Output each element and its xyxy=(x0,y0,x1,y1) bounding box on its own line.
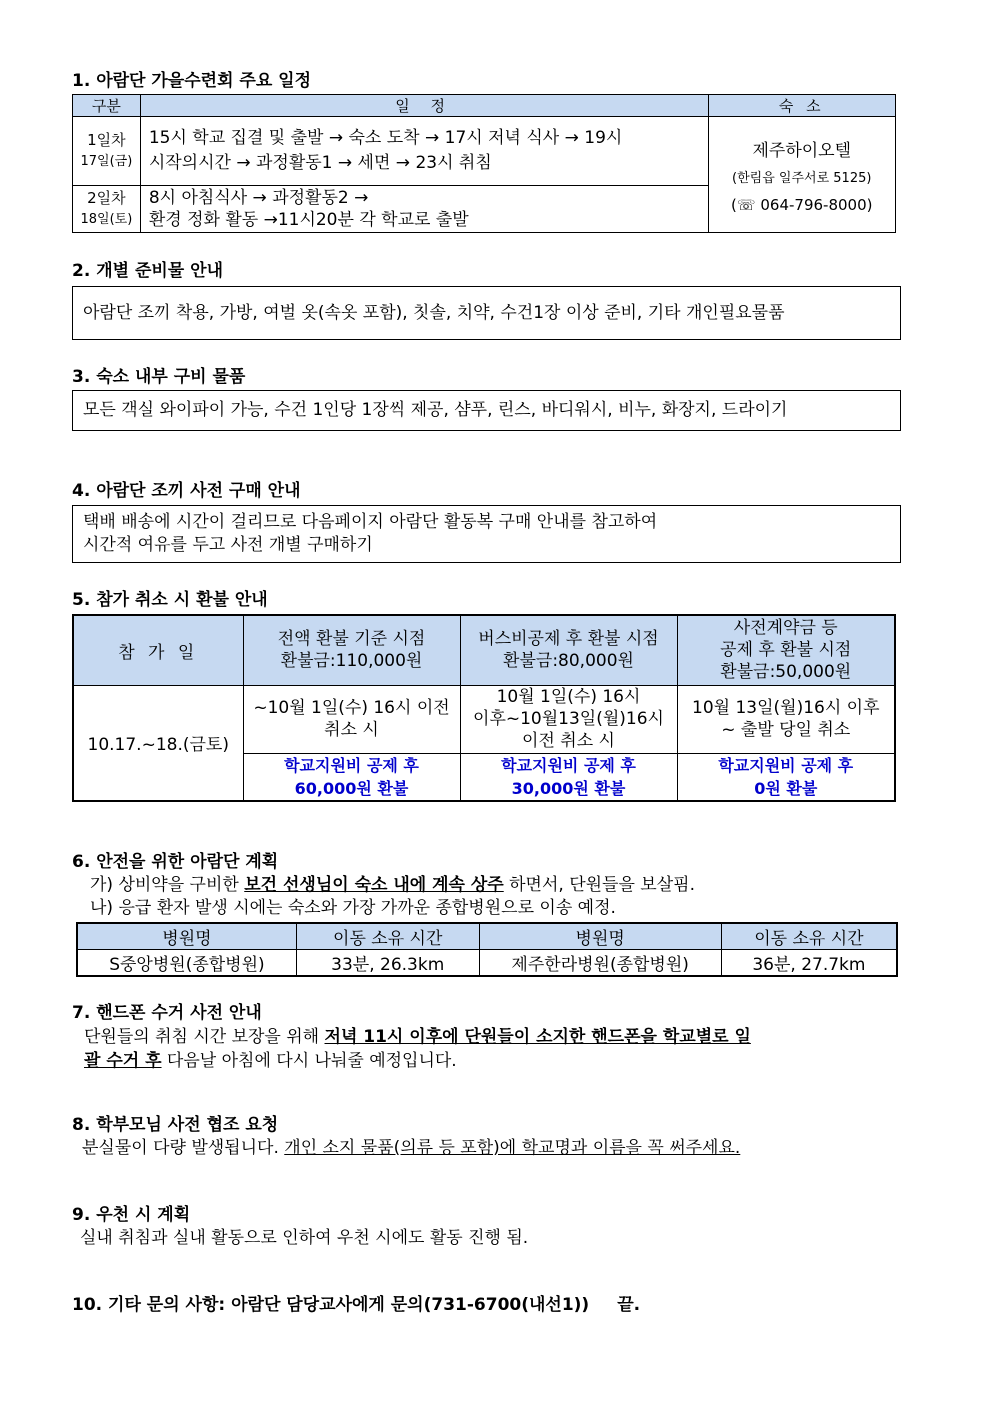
section-9-title: 9. 우천 시 계획 xyxy=(72,1205,191,1225)
cond-line: ~ 출발 당일 취소 xyxy=(721,720,851,740)
phone-text: 단원들의 취침 시간 보장을 위해 xyxy=(84,1027,325,1047)
rain-plan: 실내 취침과 실내 활동으로 인하여 우천 시에도 활동 진행 됨. xyxy=(80,1228,529,1248)
schedule-line: 시작의시간 → 과정활동1 → 세면 → 23시 취침 xyxy=(148,153,492,173)
lodging-cell xyxy=(708,117,896,233)
section-7-title: 7. 핸드폰 수거 사전 안내 xyxy=(72,1003,262,1023)
refund-cond-cell xyxy=(460,685,677,753)
hospital-header: 이동 소유 시간 xyxy=(296,923,479,950)
schedule-line: 15시 학교 집결 및 출발 → 숙소 도착 → 17시 저녁 식사 → 19시 xyxy=(148,128,623,148)
header-line: 환불금:110,000원 xyxy=(280,651,423,672)
section-2-title: 2. 개별 준비물 안내 xyxy=(72,261,223,281)
cond-line: 10월 1일(수) 16시 xyxy=(496,687,641,707)
schedule-header-div: 구분 xyxy=(73,95,141,117)
header-line: 사전계약금 등 xyxy=(733,618,838,639)
schedule-line: 환경 정화 활동 →11시20분 각 학교로 출발 xyxy=(148,210,469,230)
header-line: 전액 환불 기준 시점 xyxy=(277,629,426,650)
header-line: 환불금:80,000원 xyxy=(503,651,634,672)
refund-date-cell: 10.17.~18.(금토) xyxy=(73,685,243,801)
table-row xyxy=(73,117,896,186)
table-row xyxy=(73,685,895,753)
section-4-title: 4. 아람단 조끼 사전 구매 안내 xyxy=(72,481,301,501)
cond-line: ~10월 1일(수) 16시 이전 xyxy=(253,698,450,718)
amount-line: 학교지원비 공제 후 xyxy=(501,755,636,775)
amount-line: 학교지원비 공제 후 xyxy=(718,755,854,775)
cond-line: 이후~10월13일(월)16시 xyxy=(473,709,664,729)
refund-amount-cell xyxy=(243,753,460,801)
section-1-title: 1. 아람단 가을수련회 주요 일정 xyxy=(72,71,312,91)
section-10-title xyxy=(72,1294,640,1316)
refund-header-full xyxy=(243,615,460,685)
phone-emphasis: 저녁 11시 이후에 단원들이 소지한 핸드폰을 학교별로 일 xyxy=(324,1027,751,1047)
refund-amount-cell xyxy=(460,753,677,801)
section-6-title: 6. 안전을 위한 아람단 계획 xyxy=(72,852,279,872)
amount-line: 30,000원 환불 xyxy=(511,778,626,798)
safety-item-b: 나) 응급 환자 발생 시에는 숙소와 가장 가까운 종합병원으로 이송 예정. xyxy=(90,898,616,918)
prep-items-box: 아람단 조끼 착용, 가방, 여벌 옷(속옷 포함), 칫솔, 치약, 수건1장 이상 준비, 기타 개인필요물품 xyxy=(72,286,901,340)
schedule-table xyxy=(72,94,896,233)
vest-purchase-box xyxy=(72,505,901,563)
refund-cond-cell xyxy=(677,685,895,753)
safety-text: 하면서, 단원들을 보살핌. xyxy=(503,875,695,895)
day-label: 1일차 xyxy=(87,131,126,149)
hospital-time: 33분, 26.3km xyxy=(296,950,479,977)
schedule-header-plan: 일 정 xyxy=(140,95,708,117)
lodging-address: (한림읍 일주서로 5125) xyxy=(732,170,872,186)
schedule-header-lodging: 숙 소 xyxy=(708,95,896,117)
amount-line: 0원 환불 xyxy=(754,778,818,798)
lodging-name: 제주하이오텔 xyxy=(752,140,852,161)
day-label: 2일차 xyxy=(87,189,126,207)
schedule-line: 8시 아침식사 → 과정활동2 → xyxy=(148,188,369,208)
lodging-phone: (☏ 064-796-8000) xyxy=(731,195,873,214)
hospital-header: 이동 소유 시간 xyxy=(721,923,897,950)
hospital-table xyxy=(76,922,898,977)
refund-header-bus xyxy=(460,615,677,685)
day-cell xyxy=(73,117,141,186)
parent-request xyxy=(82,1137,740,1160)
refund-amount-cell xyxy=(677,753,895,801)
safety-item-a xyxy=(90,874,695,897)
hospital-header: 병원명 xyxy=(77,923,296,950)
end-mark: 끝. xyxy=(617,1295,641,1315)
hospital-time: 36분, 27.7km xyxy=(721,950,897,977)
schedule-cell xyxy=(140,186,708,233)
header-line: 버스비공제 후 환불 시점 xyxy=(478,629,659,650)
refund-header-date: 참 가 일 xyxy=(73,615,243,685)
schedule-cell xyxy=(140,117,708,186)
phone-text: 다음날 아침에 다시 나눠줄 예정입니다. xyxy=(161,1051,457,1071)
header-line: 환불금:50,000원 xyxy=(720,662,852,683)
header-line: 공제 후 환불 시점 xyxy=(720,640,852,661)
safety-emphasis: 보건 선생님이 숙소 내에 계속 상주 xyxy=(244,875,504,895)
refund-header-deposit xyxy=(677,615,895,685)
section-3-title: 3. 숙소 내부 구비 물품 xyxy=(72,367,246,387)
amenities-box: 모든 객실 와이파이 가능, 수건 1인당 1장씩 제공, 샴푸, 린스, 바디워시, 비누, 화장지, 드라이기 xyxy=(72,390,901,431)
phone-notice xyxy=(84,1025,924,1073)
day-cell xyxy=(73,186,141,233)
cond-line: 이전 취소 시 xyxy=(522,731,615,751)
section-8-title: 8. 학부모님 사전 협조 요청 xyxy=(72,1115,279,1135)
contact-text: 10. 기타 문의 사항: 아람단 담당교사에게 문의(731-6700(내선1)) xyxy=(72,1295,590,1315)
hospital-name: 제주한라병원(종합병원) xyxy=(479,950,721,977)
vest-line: 택배 배송에 시간이 걸리므로 다음페이지 아람단 활동복 구매 안내를 참고하여 xyxy=(83,512,658,532)
hospital-name: S중앙병원(종합병원) xyxy=(77,950,296,977)
cond-line: 10월 13일(월)16시 이후 xyxy=(692,698,880,718)
section-5-title: 5. 참가 취소 시 환불 안내 xyxy=(72,590,268,610)
vest-line: 시간적 여유를 두고 사전 개별 구매하기 xyxy=(83,535,373,555)
request-text: 분실물이 다량 발생됩니다. xyxy=(82,1138,285,1158)
phone-emphasis: 괄 수거 후 xyxy=(84,1051,162,1071)
amount-line: 학교지원비 공제 후 xyxy=(284,755,419,775)
refund-cond-cell xyxy=(243,685,460,753)
table-row xyxy=(77,950,897,977)
date-label: 18일(토) xyxy=(80,212,133,227)
hospital-header: 병원명 xyxy=(479,923,721,950)
safety-text: 가) 상비약을 구비한 xyxy=(90,875,245,895)
cond-line: 취소 시 xyxy=(324,720,379,740)
amount-line: 60,000원 환불 xyxy=(294,778,409,798)
refund-table xyxy=(72,614,896,802)
request-emphasis: 개인 소지 물품(의류 등 포함)에 학교명과 이름을 꼭 써주세요. xyxy=(284,1138,741,1158)
date-label: 17일(금) xyxy=(80,154,133,169)
